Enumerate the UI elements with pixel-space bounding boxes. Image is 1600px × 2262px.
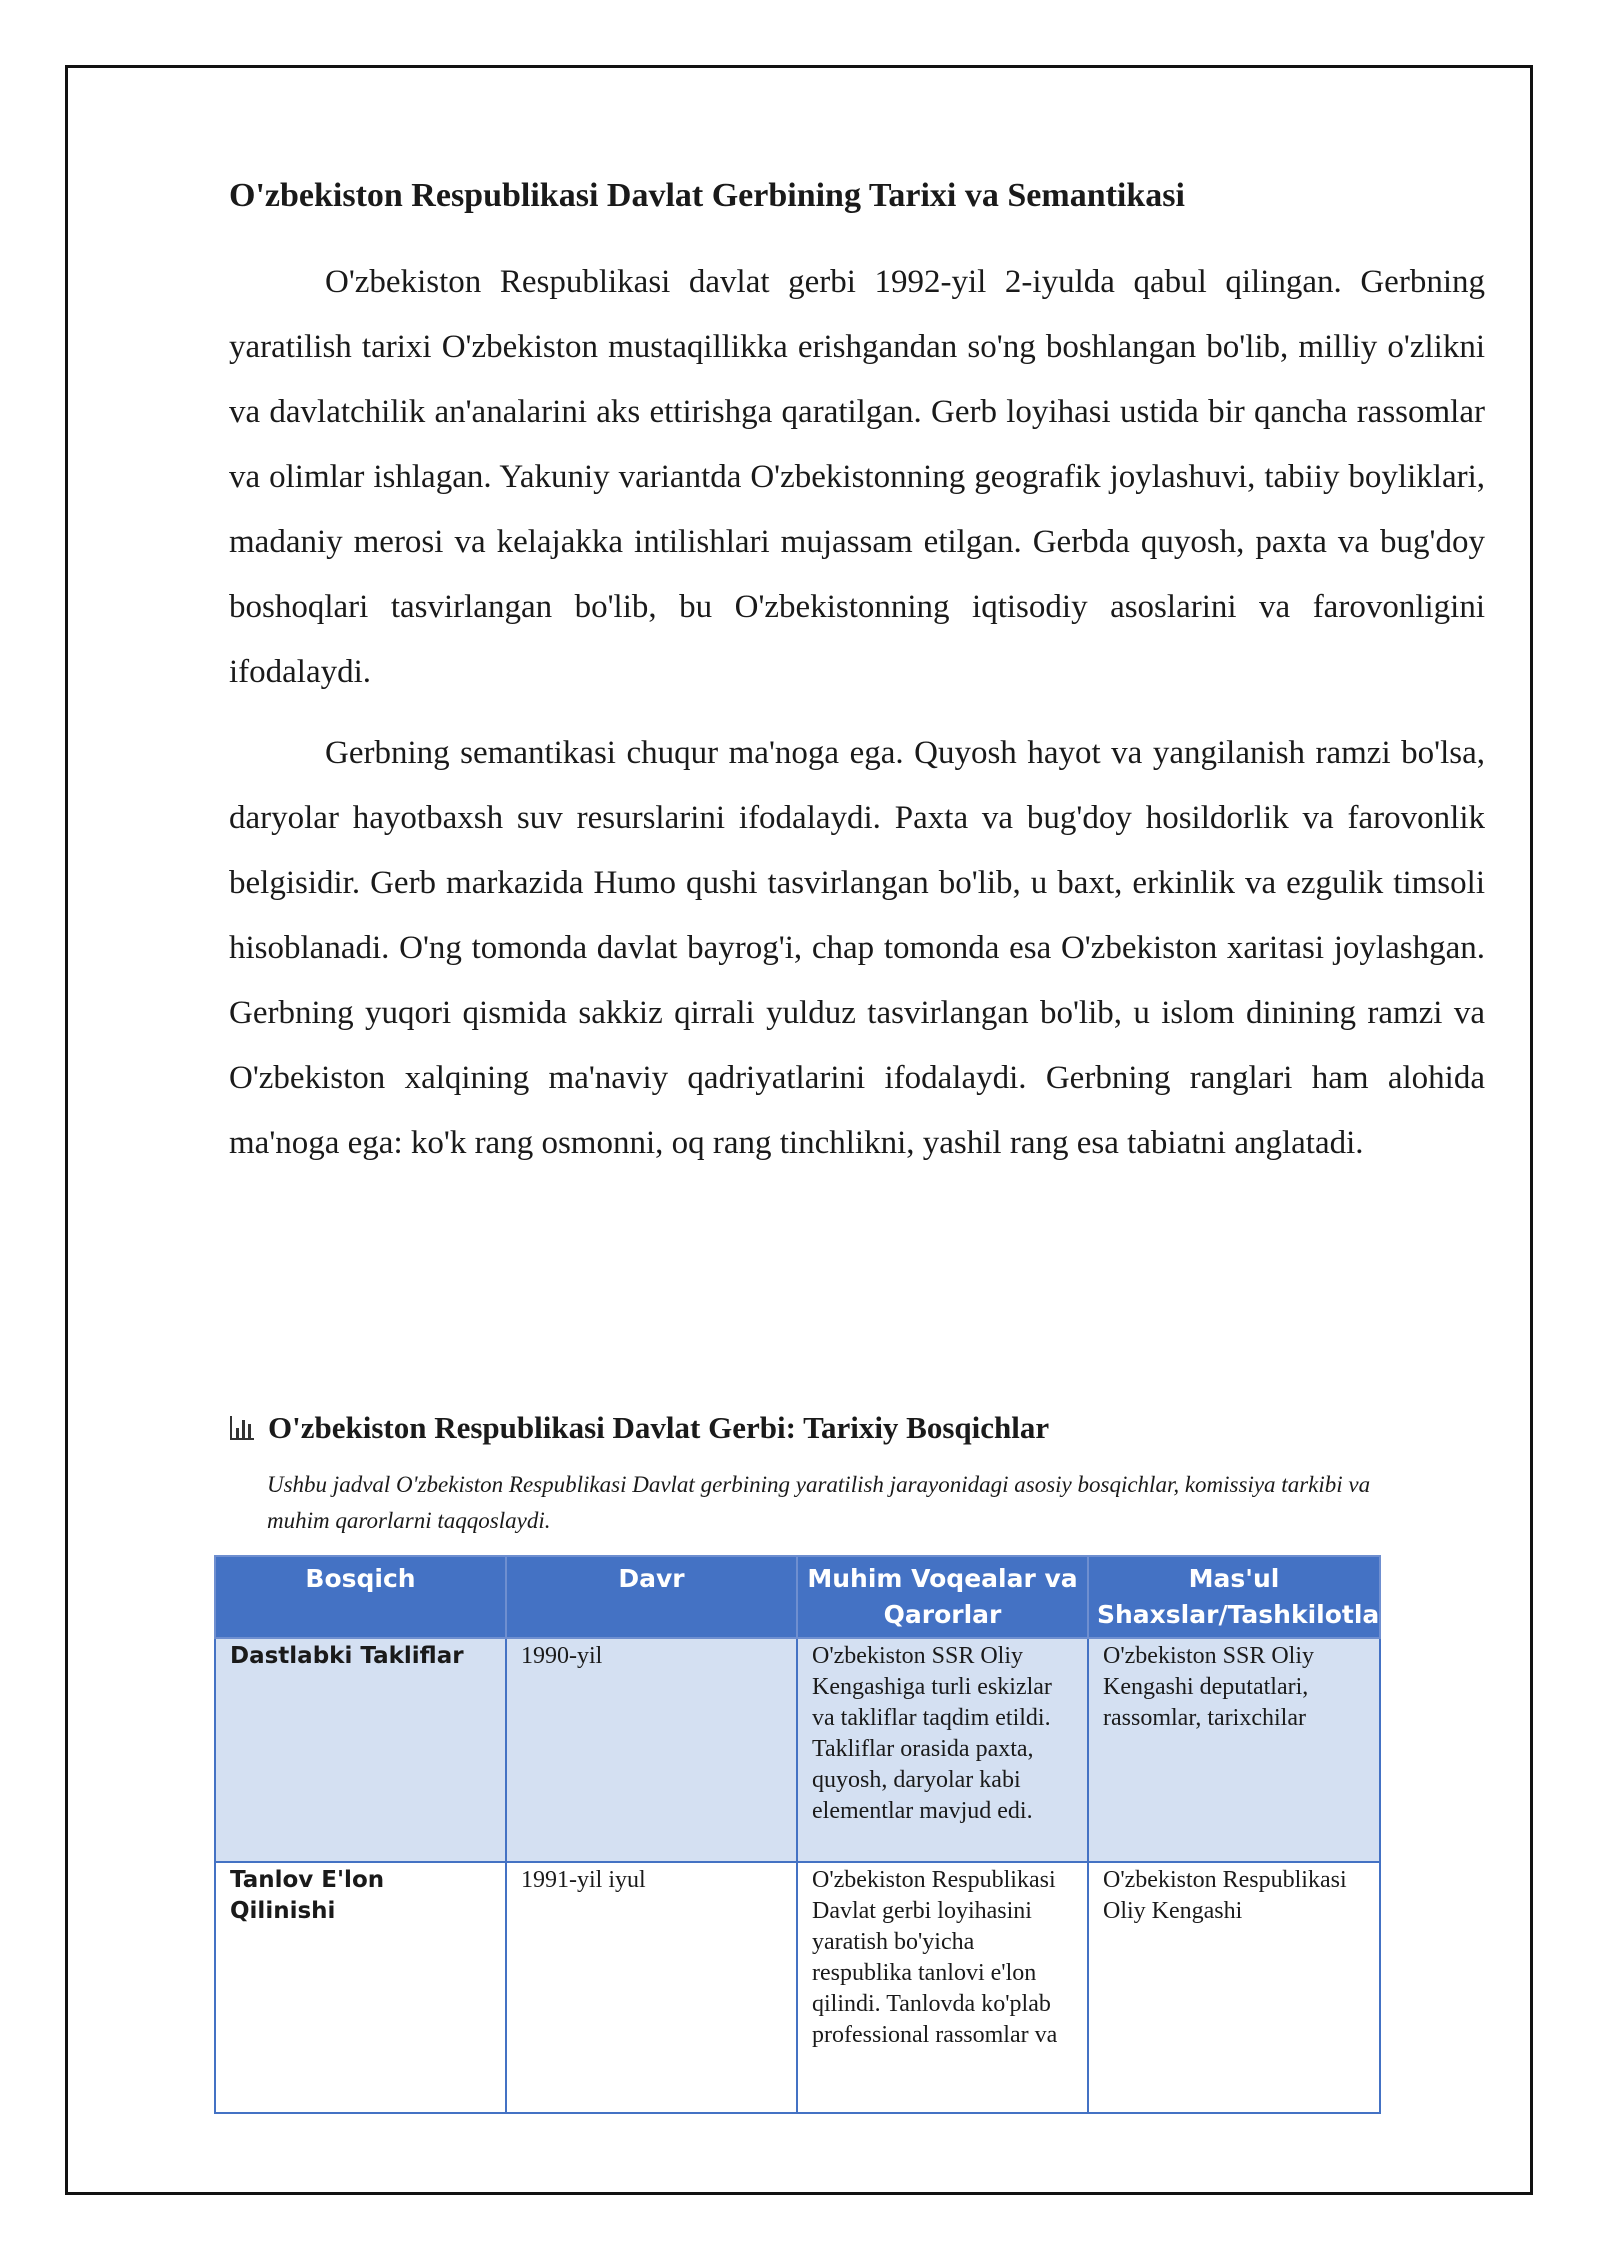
events-cell: O'zbekiston SSR Oliy Kengashiga turli eskizlar va takliflar taqdim etildi. Takliflar orasida paxta, quyosh, daryolar kabi elementlar mavjud edi. <box>797 1638 1088 1862</box>
period-cell: 1990-yil <box>506 1638 797 1862</box>
responsible-cell: O'zbekiston SSR Oliy Kengashi deputatlari, rassomlar, tarixchilar <box>1088 1638 1380 1862</box>
table-heading <box>230 1405 1379 1451</box>
table-header-row <box>215 1556 1380 1638</box>
column-header-stage: Bosqich <box>215 1556 506 1638</box>
column-header-responsible: Mas'ul Shaxslar/Tashkilotlar <box>1088 1556 1380 1638</box>
bar-chart-icon <box>230 1416 254 1440</box>
period-cell: 1991-yil iyul <box>506 1862 797 2113</box>
stage-cell: Tanlov E'lon Qilinishi <box>215 1862 506 2113</box>
table-heading-text: O'zbekiston Respublikasi Davlat Gerbi: Tarixiy Bosqichlar <box>268 1410 1050 1445</box>
stage-cell: Dastlabki Takliflar <box>215 1638 506 1862</box>
document-title: O'zbekiston Respublikasi Davlat Gerbining Tarixi va Semantikasi <box>229 177 1185 214</box>
table-row <box>215 1862 1380 2113</box>
column-header-events: Muhim Voqealar va Qarorlar <box>797 1556 1088 1638</box>
events-cell: O'zbekiston Respublikasi Davlat gerbi loyihasini yaratish bo'yicha respublika tanlovi e'lon qilindi. Tanlovda ko'plab professional rassomlar va <box>797 1862 1088 2113</box>
table-section <box>214 1405 1392 2114</box>
column-header-period: Davr <box>506 1556 797 1638</box>
table-row <box>215 1638 1380 1862</box>
stages-table <box>214 1555 1392 2114</box>
paragraph-history: O'zbekiston Respublikasi davlat gerbi 1992-yil 2-iyulda qabul qilingan. Gerbning yaratilish tarixi O'zbekiston mustaqillikka erishgandan so'ng boshlangan bo'lib, milliy o'zlikni va davlatchilik an'analarini aks ettirishga qaratilgan. Gerb loyihasi ustida bir qancha rassomlar va olimlar ishlagan. Yakuniy variantda O'zbekistonning geografik joylashuvi, tabiiy boyliklari, madaniy merosi va kelajakka intilishlari mujassam etilgan. Gerbda quyosh, paxta va bug'doy boshoqlari tasvirlangan bo'lib, bu O'zbekistonning iqtisodiy asoslarini va farovonligini ifodalaydi. <box>229 264 1485 690</box>
paragraph-semantics: Gerbning semantikasi chuqur ma'noga ega. Quyosh hayot va yangilanish ramzi bo'lsa, daryolar hayotbaxsh suv resurslarini ifodalaydi. Paxta va bug'doy hosildorlik va farovonlik belgisidir. Gerb markazida Humo qushi tasvirlangan bo'lib, u baxt, erkinlik va ezgulik timsoli hisoblanadi. O'ng tomonda davlat bayrog'i, chap tomonda esa O'zbekiston xaritasi joylashgan. Gerbning yuqori qismida sakkiz qirrali yulduz tasvirlangan bo'lib, u islom dinining ramzi va O'zbekiston xalqining ma'naviy qadriyatlarini ifodalaydi. Gerbning ranglari ham alohida ma'noga ega: ko'k rang osmonni, oq rang tinchlikni, yashil rang esa tabiatni anglatadi. <box>229 735 1485 1161</box>
table-caption: Ushbu jadval O'zbekiston Respublikasi Davlat gerbining yaratilish jarayonidagi asosiy bosqichlar, komissiya tarkibi va muhim qarorlarni taqqoslaydi. <box>267 1472 1371 1533</box>
document-body <box>229 170 1485 1192</box>
responsible-cell: O'zbekiston Respublikasi Oliy Kengashi <box>1088 1862 1380 2113</box>
